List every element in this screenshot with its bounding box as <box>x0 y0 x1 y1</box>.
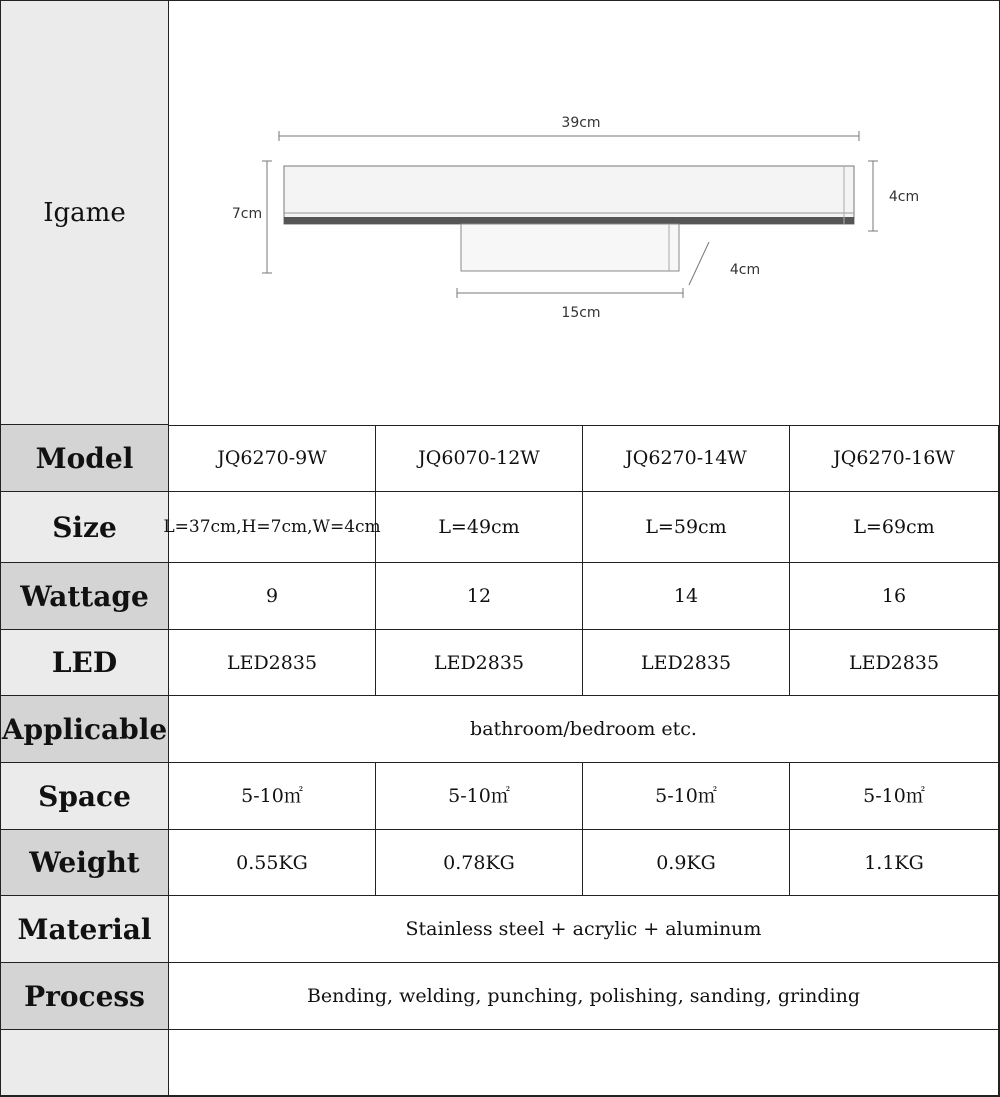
label-led <box>1 630 169 696</box>
label-text: Model <box>35 441 134 475</box>
label-text: Space <box>38 779 131 813</box>
size-2 <box>376 492 583 563</box>
space-3 <box>583 763 790 830</box>
label-size <box>1 492 169 563</box>
brand-cell <box>1 1 169 425</box>
cell-text: 5-10㎡ <box>863 785 925 807</box>
dim-bar-height: 4cm <box>888 189 920 205</box>
weight-1 <box>169 830 376 896</box>
cell-text: 14 <box>673 585 699 607</box>
lamp-drawing <box>169 1 999 425</box>
dimension-diagram <box>169 1 999 426</box>
cell-text: L=59cm <box>645 516 727 538</box>
label-text: Wattage <box>20 579 149 613</box>
cell-text: bathroom/bedroom etc. <box>470 718 697 740</box>
cell-text: 0.55KG <box>236 851 308 874</box>
cell-text: LED2835 <box>640 651 732 674</box>
cell-text: Bending, welding, punching, polishing, sanding, grinding <box>306 985 861 1007</box>
weight-4 <box>790 830 999 896</box>
dim-total-length: 39cm <box>561 115 601 131</box>
cell-text: L=49cm <box>438 516 520 538</box>
cell-text: LED2835 <box>433 651 525 674</box>
label-text: Applicable <box>1 712 168 746</box>
space-2 <box>376 763 583 830</box>
label-text: Size <box>52 510 117 544</box>
cell-text: 0.78KG <box>443 851 515 874</box>
label-text: LED <box>51 646 118 679</box>
wattage-1 <box>169 563 376 630</box>
label-text: Material <box>17 912 152 946</box>
cell-text: 5-10㎡ <box>448 785 510 807</box>
cell-text: 5-10㎡ <box>655 785 717 807</box>
cell-text: JQ6070-12W <box>418 447 540 469</box>
empty-label-cell <box>1 1030 169 1096</box>
brand-label: Igame <box>43 197 126 228</box>
label-text: Weight <box>29 846 140 879</box>
model-1 <box>169 425 376 492</box>
size-4 <box>790 492 999 563</box>
model-3 <box>583 425 790 492</box>
size-1 <box>163 492 381 563</box>
cell-text: 5-10㎡ <box>241 785 303 807</box>
cell-text: Stainless steel + acrylic + aluminum <box>405 918 762 940</box>
cell-text: JQ6270-16W <box>833 447 955 469</box>
led-2 <box>376 630 583 696</box>
led-4 <box>790 630 999 696</box>
applicable-value <box>169 696 999 763</box>
cell-text: 0.9KG <box>656 851 716 874</box>
led-3 <box>583 630 790 696</box>
label-weight <box>1 830 169 896</box>
empty-value-cell <box>169 1030 999 1096</box>
dim-total-height: 7cm <box>231 206 263 222</box>
cell-text: 12 <box>466 585 492 607</box>
process-value <box>169 963 999 1030</box>
wattage-4 <box>790 563 999 630</box>
cell-text: L=69cm <box>853 516 935 538</box>
label-wattage <box>1 563 169 630</box>
size-3 <box>583 492 790 563</box>
label-space <box>1 763 169 830</box>
label-applicable <box>1 696 169 763</box>
space-4 <box>790 763 999 830</box>
dim-base-depth: 4cm <box>729 262 761 278</box>
cell-text: LED2835 <box>226 651 318 674</box>
cell-text: L=37cm,H=7cm,W=4cm <box>163 517 381 537</box>
weight-3 <box>583 830 790 896</box>
led-1 <box>169 630 376 696</box>
cell-text: JQ6270-14W <box>625 447 747 469</box>
model-2 <box>376 425 583 492</box>
cell-text: 9 <box>265 585 279 607</box>
dim-base-length: 15cm <box>561 305 601 321</box>
weight-2 <box>376 830 583 896</box>
wattage-3 <box>583 563 790 630</box>
cell-text: LED2835 <box>848 651 940 674</box>
wattage-2 <box>376 563 583 630</box>
cell-text: 1.1KG <box>864 851 924 874</box>
cell-text: 16 <box>881 585 907 607</box>
label-process <box>1 963 169 1030</box>
model-4 <box>790 425 999 492</box>
cell-text: JQ6270-9W <box>217 447 327 469</box>
material-value <box>169 896 999 963</box>
label-material <box>1 896 169 963</box>
label-model <box>1 425 169 492</box>
space-1 <box>169 763 376 830</box>
label-text: Process <box>24 979 145 1013</box>
